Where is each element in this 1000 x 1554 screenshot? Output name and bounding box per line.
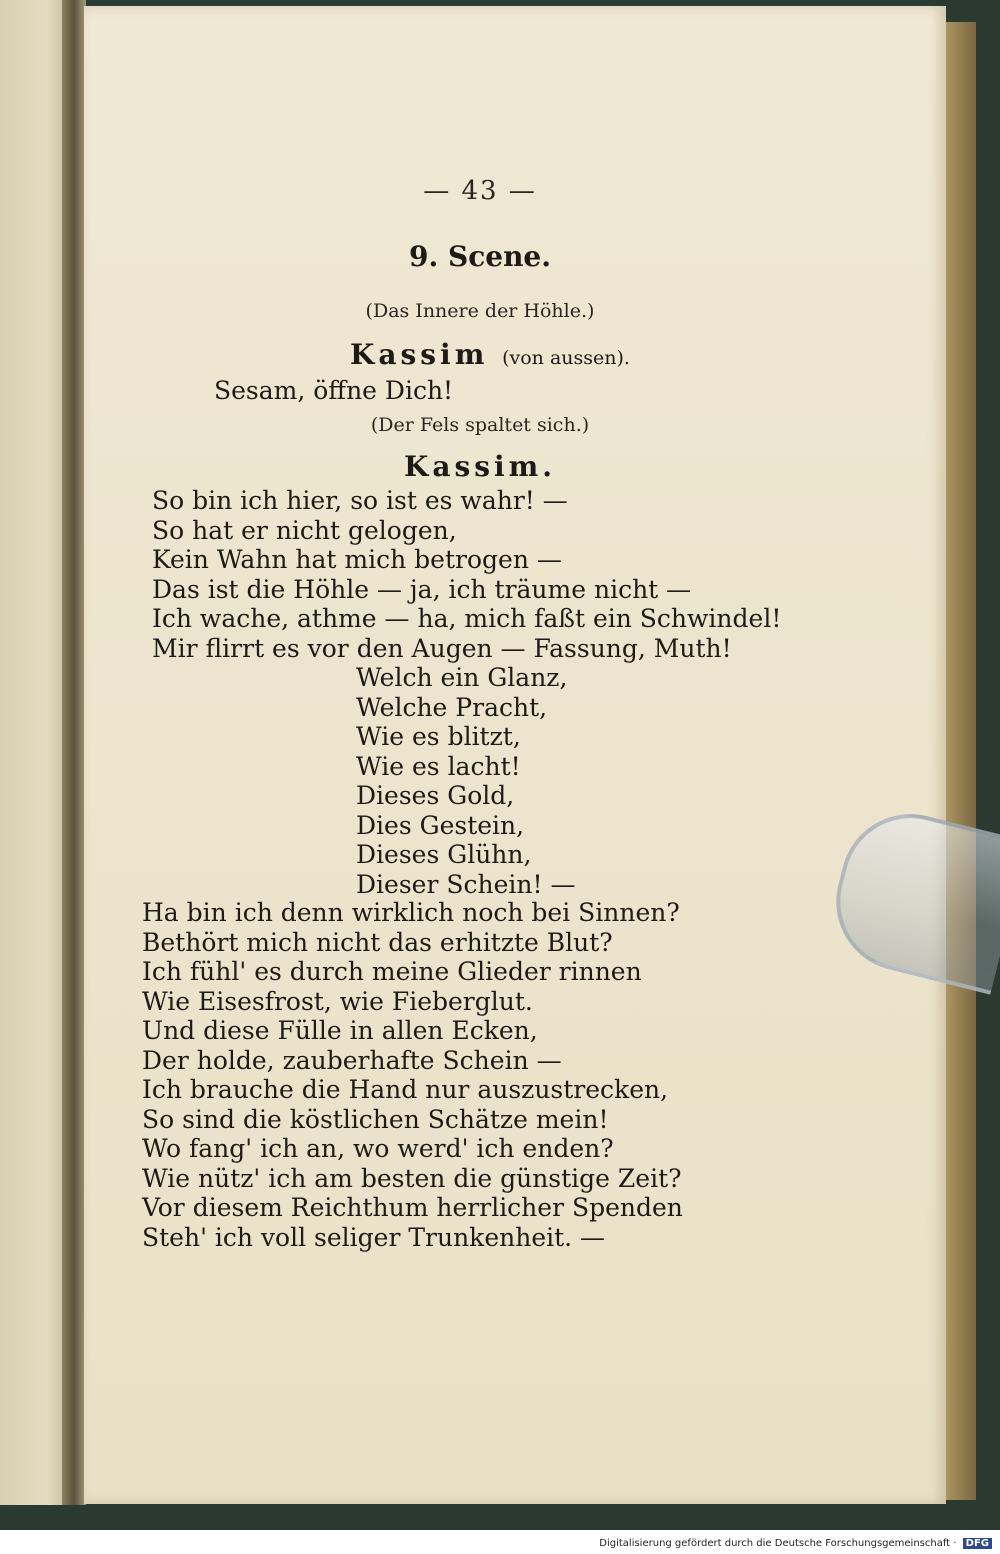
verse-line: So bin ich hier, so ist es wahr! —	[152, 486, 568, 515]
verse-line: So sind die köstlichen Schätze mein!	[142, 1104, 609, 1134]
scene-title: 9. Scene.	[409, 240, 551, 273]
verse-line: Ich wache, athme — ha, mich faßt ein Schwindel!	[152, 604, 782, 633]
speaker-name: Kassim	[350, 338, 489, 371]
verse-line: So hat er nicht gelogen,	[152, 515, 457, 545]
opening-line: Sesam, öffne Dich!	[214, 376, 454, 405]
verse-line: Steh' ich voll seliger Trunkenheit. —	[142, 1222, 606, 1252]
verse-line: Wie Eisesfrost, wie Fieberglut.	[142, 986, 533, 1016]
monologue-part1	[152, 486, 781, 663]
verse-line: Dieser Schein! —	[356, 869, 576, 899]
page-number: — 43 —	[423, 176, 537, 206]
dfg-logo: DFG	[963, 1538, 992, 1549]
verse-line: Wie nütz' ich am besten die günstige Zeit?	[142, 1163, 682, 1193]
verse-line: Dies Gestein,	[356, 810, 525, 840]
verse-line: Welch ein Glanz,	[356, 663, 568, 692]
credit-text: Digitalisierung gefördert durch die Deutsche Forschungsgemeinschaft ·	[599, 1538, 957, 1549]
stage-direction-setting: (Das Innere der Höhle.)	[365, 300, 595, 322]
verse-line: Ich brauche die Hand nur auszustrecken,	[142, 1075, 669, 1104]
verse-line: Wo fang' ich an, wo werd' ich enden?	[142, 1134, 614, 1163]
speaker-note: (von aussen).	[502, 347, 630, 369]
digitization-credit	[599, 1538, 992, 1549]
verse-line: Vor diesem Reichthum herrlicher Spenden	[142, 1193, 683, 1222]
verse-line: Wie es lacht!	[356, 751, 521, 781]
verse-line: Bethört mich nicht das erhitzte Blut?	[142, 927, 613, 957]
verse-line: Dieses Gold,	[356, 781, 515, 810]
verse-line: Kein Wahn hat mich betrogen —	[152, 545, 562, 574]
verse-line: Und diese Fülle in allen Ecken,	[142, 1016, 538, 1045]
verse-line: Wie es blitzt,	[356, 722, 521, 751]
verse-line: Mir flirrt es vor den Augen — Fassung, Muth!	[152, 633, 732, 663]
speaker-heading-repeat: Kassim.	[403, 450, 557, 483]
monologue-part2	[142, 898, 683, 1252]
stage-direction-rock-splits: (Der Fels spaltet sich.)	[370, 414, 590, 436]
verse-line: Welche Pracht,	[356, 692, 548, 722]
monologue-indented	[356, 663, 575, 899]
verse-line: Das ist die Höhle — ja, ich träume nicht —	[152, 574, 692, 604]
verse-line: Der holde, zauberhafte Schein —	[142, 1045, 562, 1075]
verse-line: Ha bin ich denn wirklich noch bei Sinnen?	[142, 898, 680, 927]
speaker-heading	[340, 338, 640, 371]
book-gutter	[62, 0, 86, 1505]
verse-line: Ich fühl' es durch meine Glieder rinnen	[142, 957, 642, 986]
verse-line: Dieses Glühn,	[356, 840, 532, 869]
